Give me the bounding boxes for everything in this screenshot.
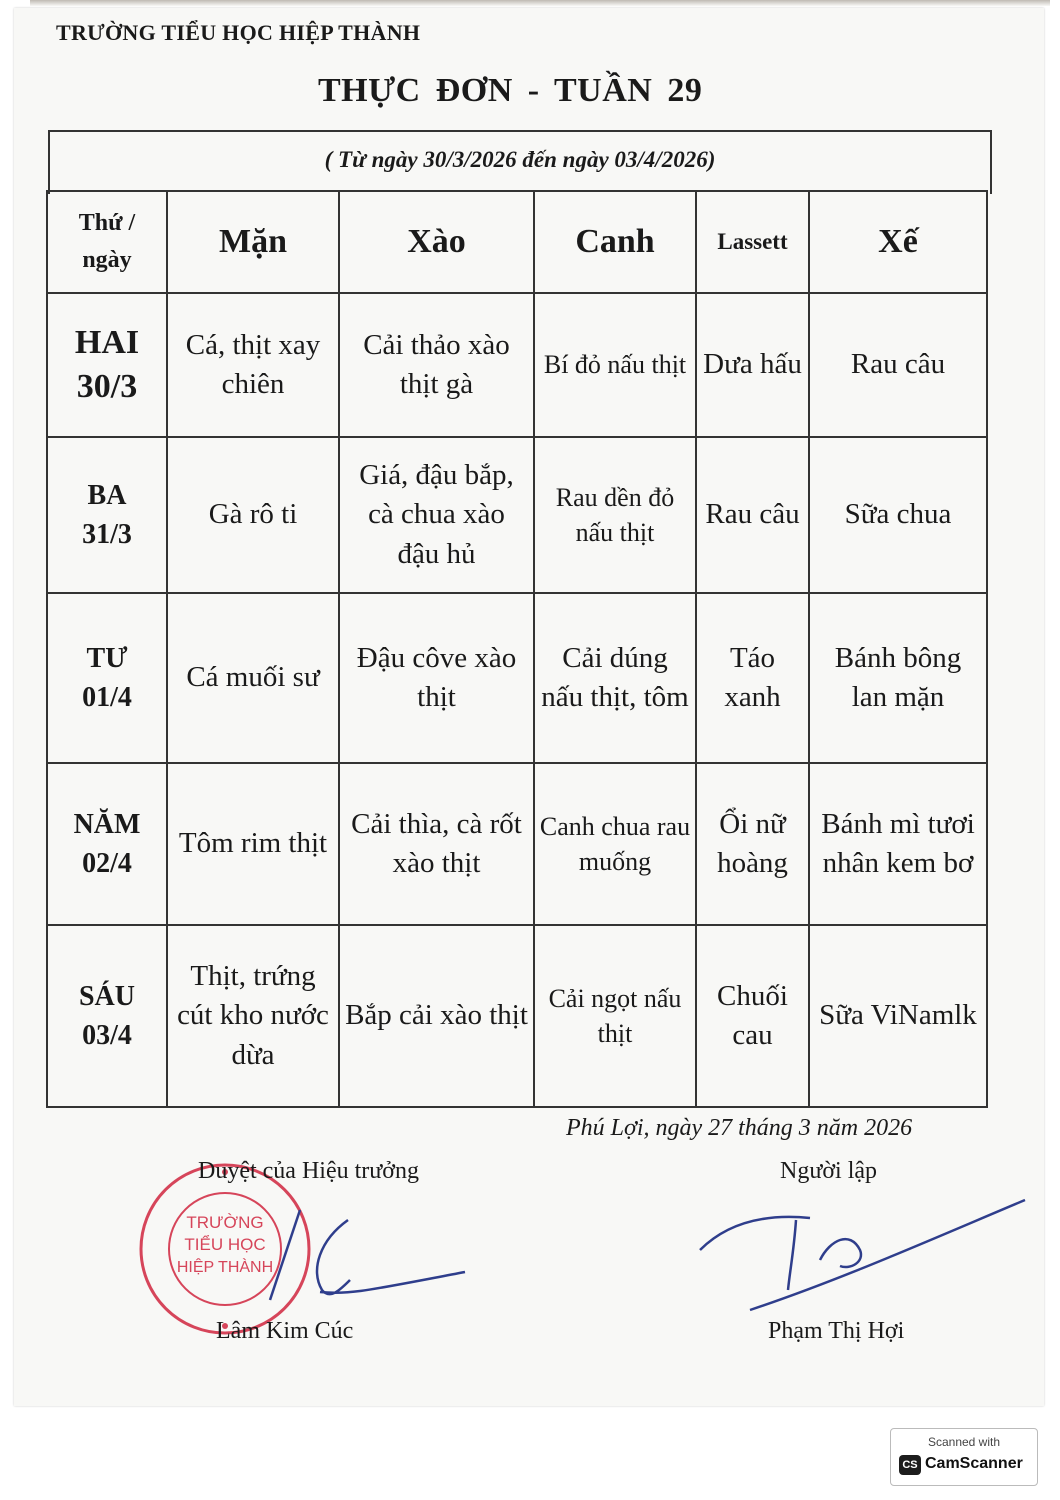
day-name: BA xyxy=(87,479,127,511)
preparer-name: Phạm Thị Hợi xyxy=(768,1318,905,1344)
lassett-cell: Ổi nữ hoàng xyxy=(696,763,809,925)
day-cell xyxy=(47,925,167,1107)
xe-cell: Rau câu xyxy=(809,293,987,437)
lassett-cell: Táo xanh xyxy=(696,593,809,763)
day-name: TƯ xyxy=(86,642,128,674)
approver-name: Lâm Kim Cúc xyxy=(216,1318,354,1344)
day-cell xyxy=(47,437,167,593)
date-range: ( Từ ngày 30/3/2026 đến ngày 03/4/2026) xyxy=(324,147,716,172)
canh-cell: Cải dúng nấu thịt, tôm xyxy=(534,593,696,763)
table-row xyxy=(47,925,987,1107)
date-range-box xyxy=(48,130,992,194)
column-header-xe: Xế xyxy=(809,191,987,293)
canh-cell: Bí đỏ nấu thịt xyxy=(534,293,696,437)
scanner-brand: CamScanner xyxy=(925,1455,1023,1472)
table-row xyxy=(47,593,987,763)
svg-text:HIỆP THÀNH: HIỆP THÀNH xyxy=(176,1259,274,1276)
column-header-canh: Canh xyxy=(534,191,696,293)
day-date: 30/3 xyxy=(76,368,138,405)
preparer-label: Người lập xyxy=(780,1158,878,1184)
xao-cell: Giá, đậu bắp, cà chua xào đậu hủ xyxy=(339,437,534,593)
xe-cell: Sữa ViNamlk xyxy=(809,925,987,1107)
man-cell: Thịt, trứng cút kho nước dừa xyxy=(167,925,339,1107)
xao-cell: Đậu côve xào thịt xyxy=(339,593,534,763)
canh-cell: Canh chua rau muống xyxy=(534,763,696,925)
column-header-man: Mặn xyxy=(167,191,339,293)
lassett-cell: Dưa hấu xyxy=(696,293,809,437)
paper-edge xyxy=(30,0,1050,6)
xe-cell: Sữa chua xyxy=(809,437,987,593)
day-date: 03/4 xyxy=(82,1020,132,1051)
table-row xyxy=(47,763,987,925)
xe-cell: Bánh mì tươi nhân kem bơ xyxy=(809,763,987,925)
man-cell: Cá, thịt xay chiên xyxy=(167,293,339,437)
place-date: Phú Lợi, ngày 27 tháng 3 năm 2026 xyxy=(566,1115,913,1141)
table-row xyxy=(47,437,987,593)
lassett-cell: Chuối cau xyxy=(696,925,809,1107)
school-name: TRƯỜNG TIỂU HỌC HIỆP THÀNH xyxy=(56,20,421,45)
table-row xyxy=(47,293,987,437)
column-header-day: Thứ / ngày xyxy=(47,191,167,293)
approver-label: Duyệt của Hiệu trưởng xyxy=(198,1158,419,1184)
svg-text:TIỂU HỌC: TIỂU HỌC xyxy=(184,1235,266,1254)
column-header-xao: Xào xyxy=(339,191,534,293)
day-cell xyxy=(47,293,167,437)
day-cell xyxy=(47,593,167,763)
day-name: SÁU xyxy=(78,980,135,1012)
approver-signature xyxy=(260,1200,480,1320)
day-date: 31/3 xyxy=(82,519,132,550)
menu-table xyxy=(46,190,988,1108)
man-cell: Gà rô ti xyxy=(167,437,339,593)
camscanner-logo-icon: CS xyxy=(899,1455,921,1475)
page-title: THỰC ĐƠN - TUẦN 29 xyxy=(318,72,703,109)
xao-cell: Cải thìa, cà rốt xào thịt xyxy=(339,763,534,925)
table-header-row xyxy=(47,191,987,293)
preparer-signature xyxy=(690,1190,1030,1330)
lassett-cell: Rau câu xyxy=(696,437,809,593)
man-cell: Tôm rim thịt xyxy=(167,763,339,925)
day-name: HAI xyxy=(74,323,140,361)
canh-cell: Cải ngọt nấu thịt xyxy=(534,925,696,1107)
day-date: 01/4 xyxy=(82,682,132,713)
xao-cell: Bắp cải xào thịt xyxy=(339,925,534,1107)
day-name: NĂM xyxy=(73,808,141,840)
day-cell xyxy=(47,763,167,925)
svg-text:TRƯỜNG: TRƯỜNG xyxy=(186,1213,264,1232)
canh-cell: Rau dền đỏ nấu thịt xyxy=(534,437,696,593)
day-date: 02/4 xyxy=(82,848,132,879)
xe-cell: Bánh bông lan mặn xyxy=(809,593,987,763)
man-cell: Cá muối sư xyxy=(167,593,339,763)
scanner-caption: Scanned with xyxy=(927,1435,1001,1449)
column-header-lassett: Lassett xyxy=(696,191,809,293)
camscanner-badge xyxy=(890,1428,1038,1486)
xao-cell: Cải thảo xào thịt gà xyxy=(339,293,534,437)
